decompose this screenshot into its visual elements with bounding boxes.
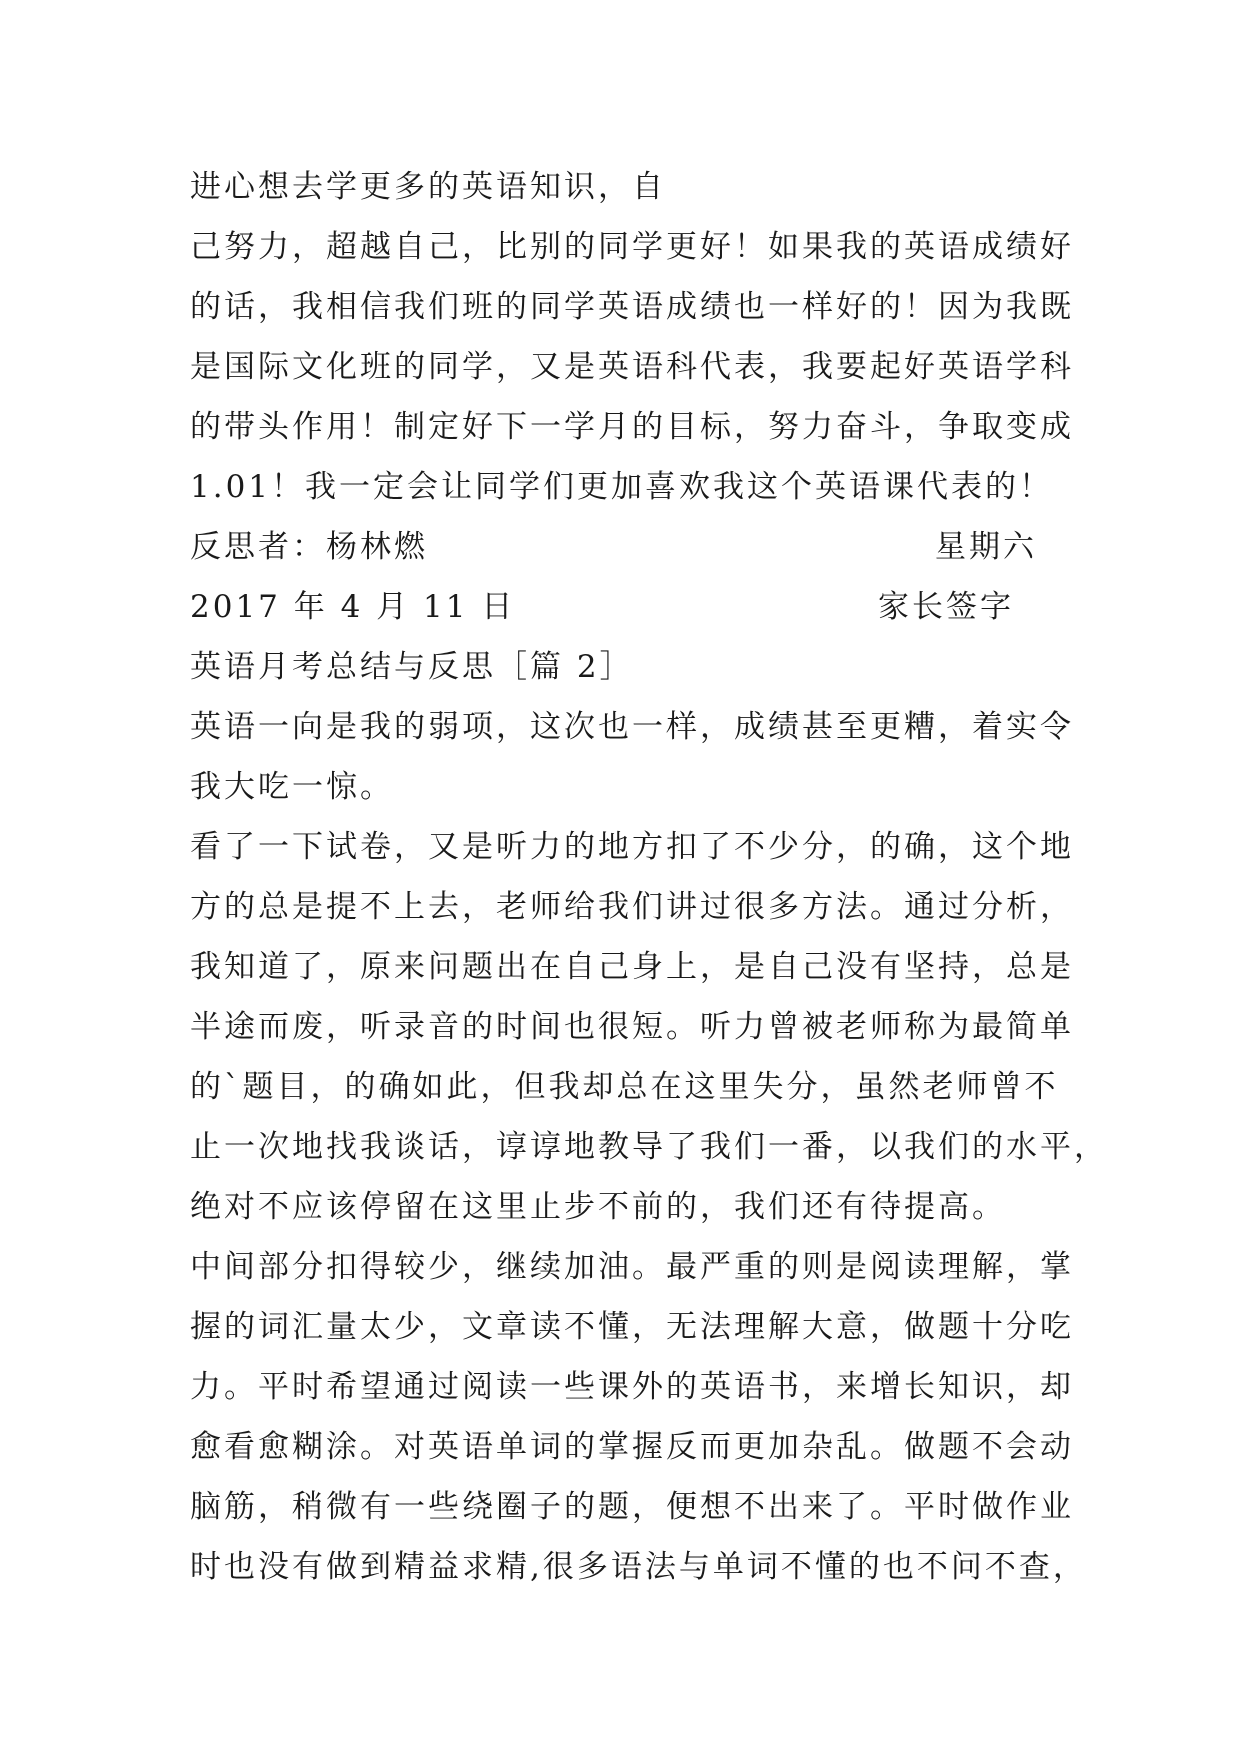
paragraph-line: 的带头作用！制定好下一学月的目标，努力奋斗，争取变成: [190, 409, 1074, 445]
parent-signature-label: 家长签字: [878, 589, 1014, 625]
paragraph-line: 半途而废，听录音的时间也很短。听力曾被老师称为最简单: [190, 1009, 1074, 1045]
paragraph-line: 时也没有做到精益求精,很多语法与单词不懂的也不问不查，: [190, 1549, 1087, 1585]
weekday-label: 星期六: [935, 529, 1037, 565]
paragraph-line: 方的总是提不上去，老师给我们讲过很多方法。通过分析，: [190, 889, 1074, 925]
paragraph-line: 进心想去学更多的英语知识，自: [190, 169, 666, 205]
paragraph-line: 中间部分扣得较少，继续加油。最严重的则是阅读理解，掌: [190, 1249, 1074, 1285]
paragraph-line: 握的词汇量太少，文章读不懂，无法理解大意，做题十分吃: [190, 1309, 1074, 1345]
section-title: 英语月考总结与反思［篇 2］: [190, 649, 634, 685]
paragraph-line: 力。平时希望通过阅读一些课外的英语书，来增长知识，却: [190, 1369, 1074, 1405]
paragraph-line: 我大吃一惊。: [190, 769, 394, 805]
paragraph-line: 绝对不应该停留在这里止步不前的，我们还有待提高。: [190, 1189, 1006, 1225]
paragraph-line: 1.01！我一定会让同学们更加喜欢我这个英语课代表的！: [190, 469, 1054, 505]
author-label: 反思者：杨林燃: [190, 529, 428, 565]
paragraph-line: 我知道了，原来问题出在自己身上，是自己没有坚持，总是: [190, 949, 1074, 985]
paragraph-line: 的话，我相信我们班的同学英语成绩也一样好的！因为我既: [190, 289, 1074, 325]
paragraph-line: 止一次地找我谈话，谆谆地教导了我们一番，以我们的水平，: [190, 1129, 1108, 1165]
paragraph-line: 愈看愈糊涂。对英语单词的掌握反而更加杂乱。做题不会动: [190, 1429, 1074, 1465]
paragraph-line: 是国际文化班的同学，又是英语科代表，我要起好英语学科: [190, 349, 1074, 385]
paragraph-line: 英语一向是我的弱项，这次也一样，成绩甚至更糟，着实令: [190, 709, 1074, 745]
paragraph-line: 的`题目，的确如此，但我却总在这里失分，虽然老师曾不: [190, 1069, 1059, 1105]
paragraph-line: 己努力，超越自己，比别的同学更好！如果我的英语成绩好: [190, 229, 1074, 265]
paragraph-line: 看了一下试卷，又是听力的地方扣了不少分，的确，这个地: [190, 829, 1074, 865]
date-label: 2017 年 4 月 11 日: [190, 589, 516, 625]
paragraph-line: 脑筋，稍微有一些绕圈子的题，便想不出来了。平时做作业: [190, 1489, 1074, 1525]
